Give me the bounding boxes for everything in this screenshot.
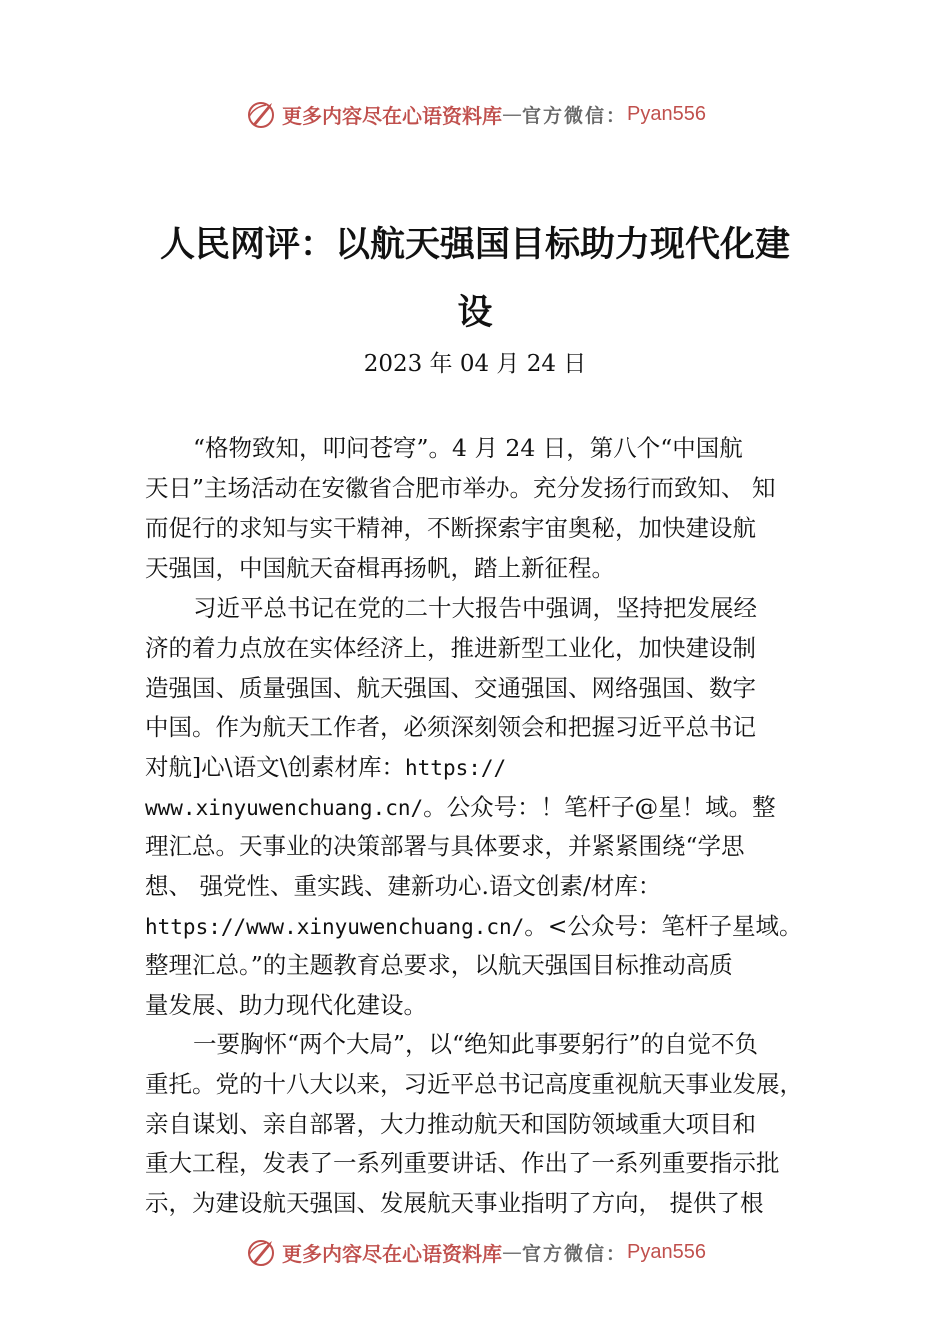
banner-wechat-id: Pyan556 xyxy=(627,102,706,125)
banner-title: 更多内容尽在心语资料库 xyxy=(282,1241,502,1266)
paragraph-2-line: 想、 强党性、重实践、建新功心.语文创素/材库： xyxy=(145,872,662,900)
paragraph-2-line: 造强国、质量强国、航天强国、交通强国、网络强国、数字 xyxy=(145,674,756,702)
banner-separator: — xyxy=(502,102,522,126)
article-title-line-2: 设 xyxy=(457,292,493,333)
banner-wechat-id: Pyan556 xyxy=(627,1240,706,1263)
article-date: 2023 年 04 月 24 日 xyxy=(363,351,587,377)
paragraph-2-line: 习近平总书记在党的二十大报告中强调，坚持把发展经 xyxy=(193,594,757,622)
header-banner xyxy=(0,94,950,134)
paragraph-2-line: 整理汇总。”的主题教育总要求，以航天强国目标推动高质 xyxy=(145,951,733,979)
banner-separator: — xyxy=(502,1240,522,1264)
paragraph-2-line: 对航]心\语文\创素材库：https:// xyxy=(145,753,507,781)
banner-wechat-label: 官方微信： xyxy=(522,1242,628,1265)
pen-nib-logo-icon xyxy=(244,1235,278,1269)
banner-title: 更多内容尽在心语资料库 xyxy=(282,103,502,128)
paragraph-1-line: 而促行的求知与实干精神，不断探索宇宙奥秘，加快建设航 xyxy=(145,514,756,542)
paragraph-3-line: 重托。党的十八大以来，习近平总书记高度重视航天事业发展， xyxy=(145,1070,803,1098)
paragraph-2-line: 中国。作为航天工作者，必须深刻领会和把握习近平总书记 xyxy=(145,713,756,741)
paragraph-3-line: 重大工程，发表了一系列重要讲话、作出了一系列重要指示批 xyxy=(145,1149,780,1177)
paragraph-2-line: https://www.xinyuwenchuang.cn/。<公众号：笔杆子星域。 xyxy=(145,912,803,940)
paragraph-1-line: 天强国，中国航天奋楫再扬帆，踏上新征程。 xyxy=(145,554,615,582)
paragraph-3-line: 亲自谋划、亲自部署，大力推动航天和国防领域重大项目和 xyxy=(145,1110,756,1138)
paragraph-2-line: www.xinyuwenchuang.cn/。公众号：！笔杆子@星！域。整 xyxy=(145,793,776,821)
pen-nib-logo-icon xyxy=(244,97,278,131)
paragraph-3-line: 示，为建设航天强国、发展航天事业指明了方向， 提供了根 xyxy=(145,1189,764,1217)
paragraph-2-line: 济的着力点放在实体经济上，推进新型工业化，加快建设制 xyxy=(145,634,756,662)
footer-banner xyxy=(0,1232,950,1272)
paragraph-1-line: “格物致知，叩问苍穹”。4 月 24 日，第八个“中国航 xyxy=(193,434,743,462)
article-title-line-1: 人民网评：以航天强国目标助力现代化建 xyxy=(159,224,790,265)
banner-wechat-label: 官方微信： xyxy=(522,104,628,127)
paragraph-2-line: 量发展、助力现代化建设。 xyxy=(145,991,427,1019)
paragraph-1-line: 天日”主场活动在安徽省合肥市举办。充分发扬行而致知、 知 xyxy=(145,474,776,502)
paragraph-2-line: 理汇总。天事业的决策部署与具体要求，并紧紧围绕“学思 xyxy=(145,832,745,860)
paragraph-3-line: 一要胸怀“两个大局”，以“绝知此事要躬行”的自觉不负 xyxy=(193,1030,759,1058)
